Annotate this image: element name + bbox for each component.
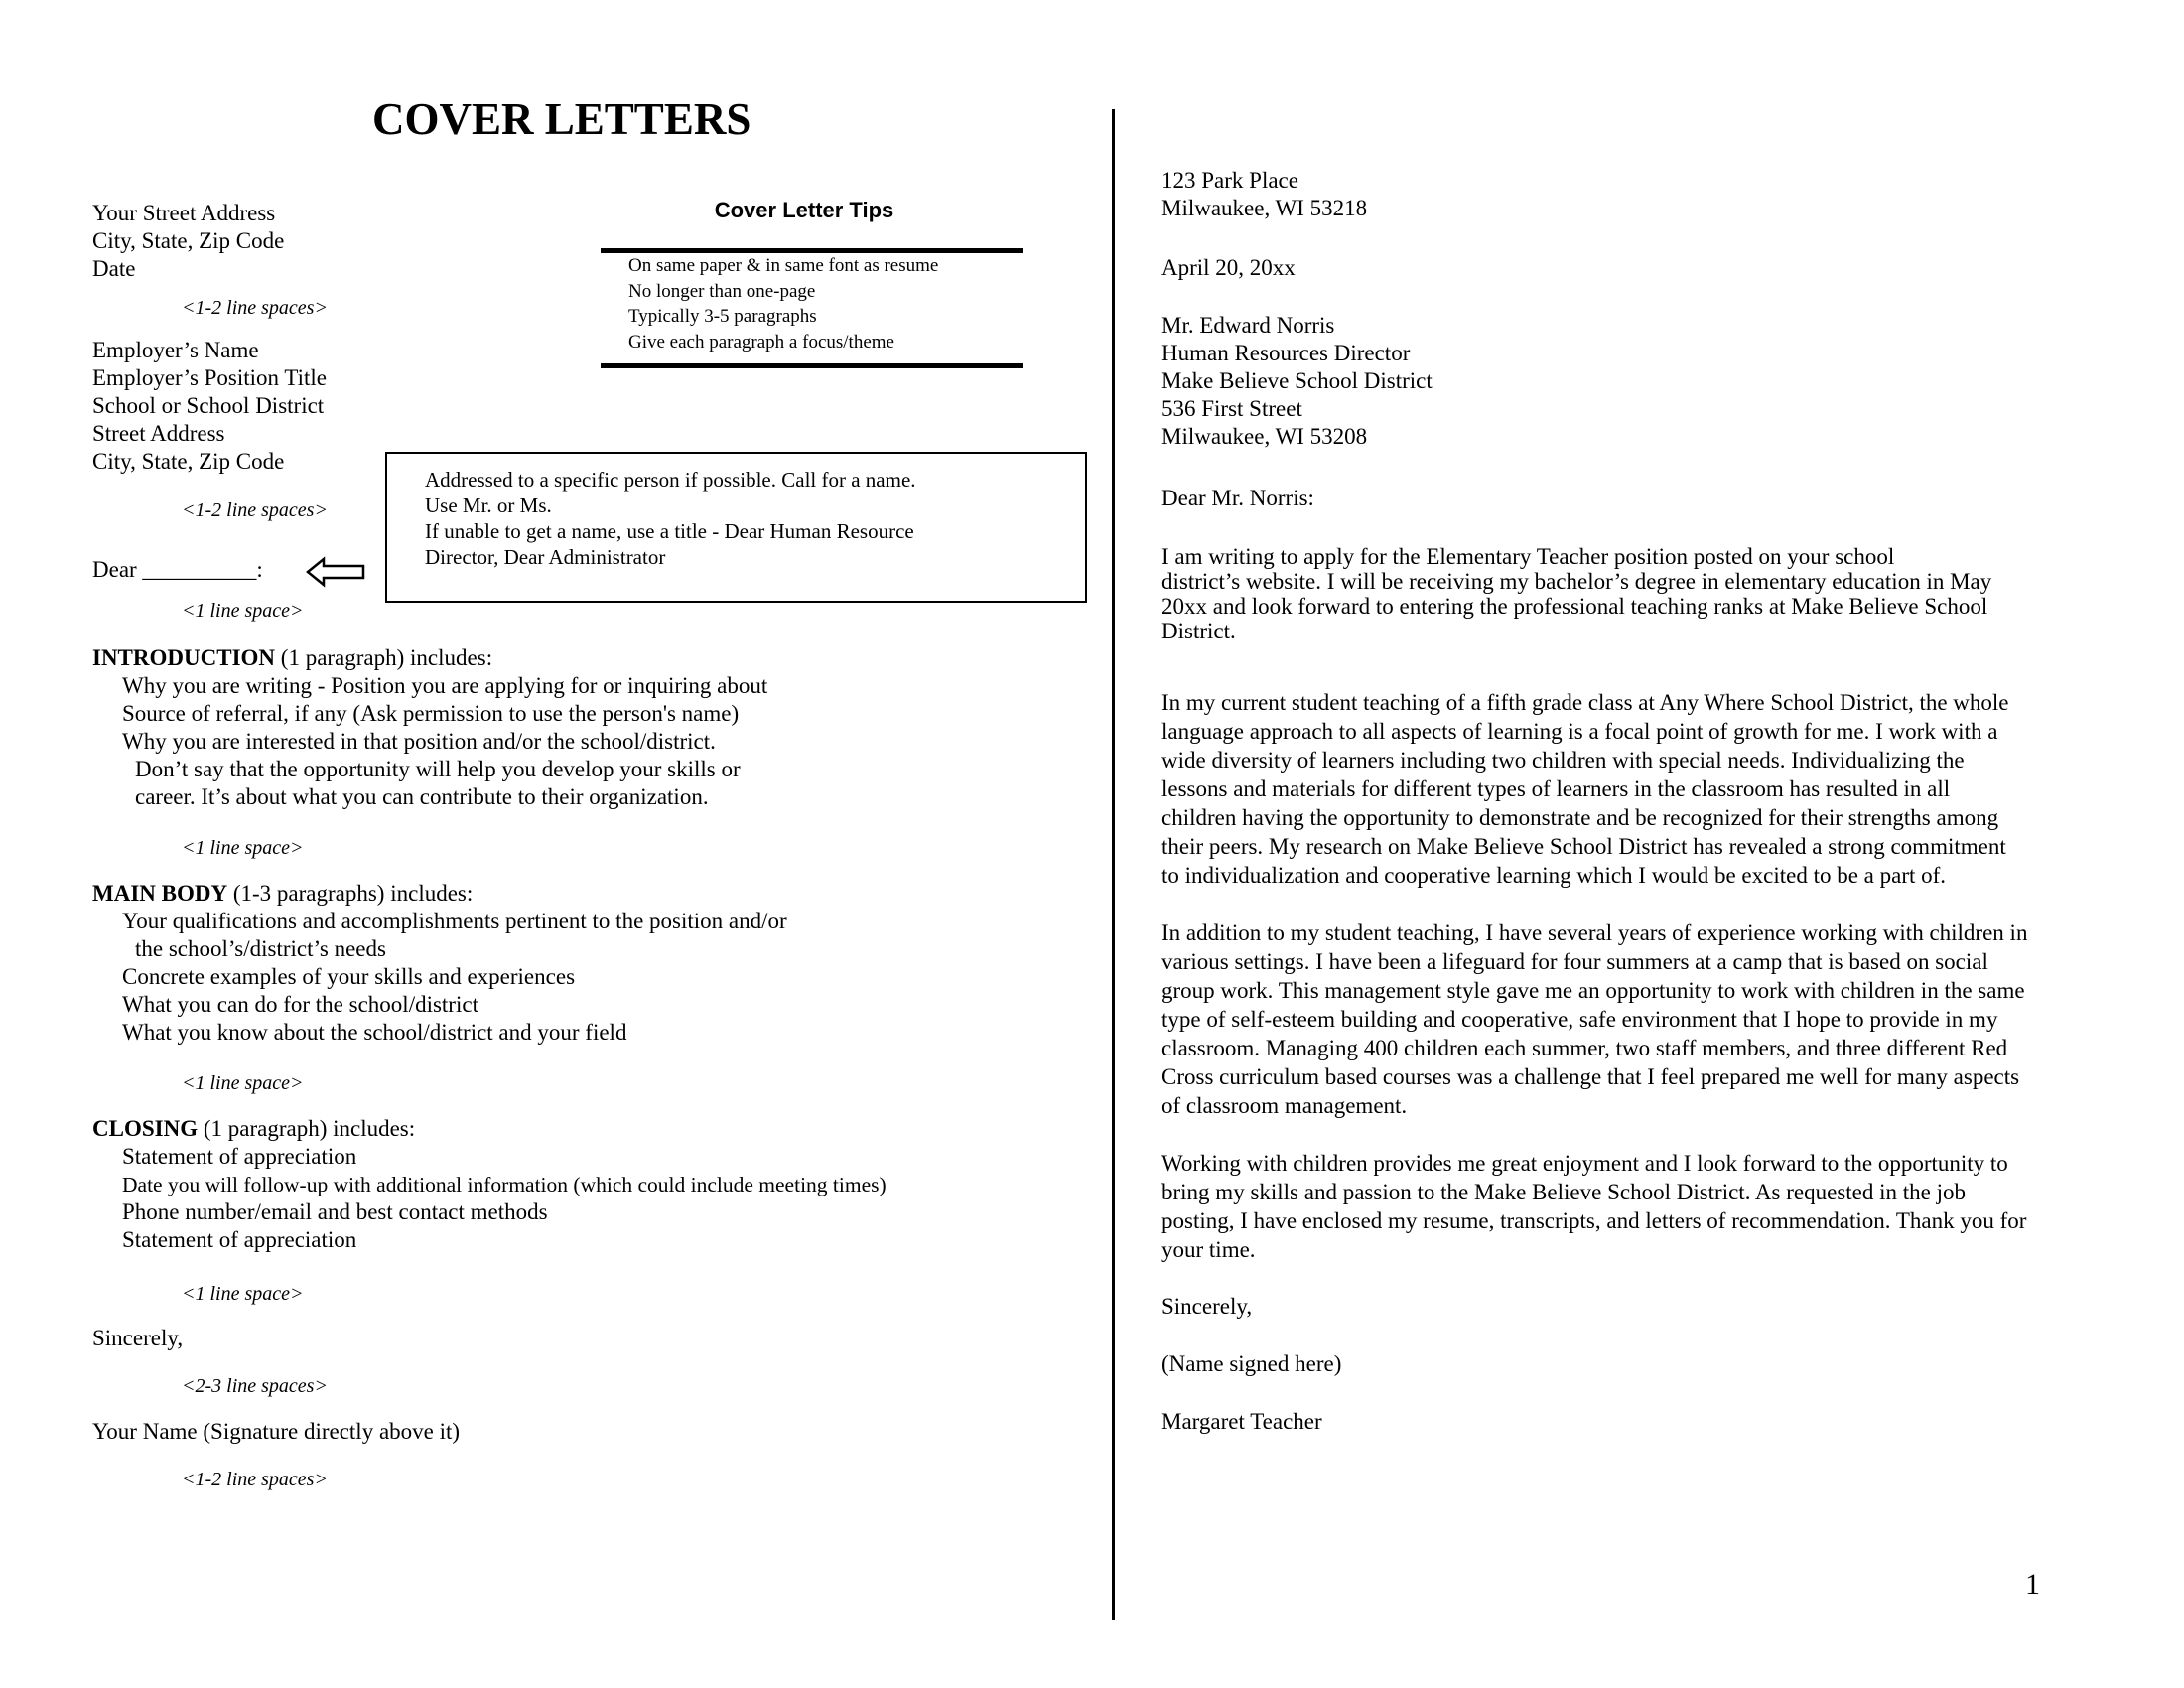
- addressing-tips: [405, 467, 916, 570]
- sample-recipient-address: [1161, 312, 1433, 451]
- tips-rule: [601, 363, 1023, 368]
- signoff: Sincerely,: [92, 1326, 184, 1350]
- paragraph-line: district’s website. I will be receiving my bachelor’s degree in elementary education in May: [1161, 569, 1992, 594]
- address-line: Make Believe School District: [1161, 368, 1433, 393]
- sample-closing: Sincerely,: [1161, 1294, 1253, 1319]
- sample-paragraph: [1161, 918, 2115, 1120]
- introduction-heading: INTRODUCTION (1 paragraph) includes:: [92, 645, 493, 670]
- list-item: Statement of appreciation: [122, 1227, 357, 1252]
- sender-line: Your Street Address: [92, 201, 276, 225]
- sample-date: April 20, 20xx: [1161, 255, 1296, 280]
- employer-line: Street Address: [92, 421, 225, 446]
- list-item-cont: career. It’s about what you can contribute to their organization.: [135, 784, 709, 809]
- paragraph-line: bring my skills and passion to the Make Believe School District. As requested in the job: [1161, 1180, 1966, 1204]
- list-item-cont: Don’t say that the opportunity will help you develop your skills or: [135, 757, 741, 781]
- paragraph-line: lessons and materials for different types of learners in the classroom has resulted in all: [1161, 776, 1951, 801]
- paragraph-line: District.: [1161, 619, 1236, 643]
- list-item: Statement of appreciation: [122, 1144, 357, 1169]
- spacing-note: <1 line space>: [182, 600, 304, 622]
- introduction-list: [102, 672, 767, 811]
- left-arrow-icon: [306, 556, 367, 588]
- paragraph-line: type of self-esteem building and cooperative, safe environment that I hope to provide in my: [1161, 1007, 1998, 1032]
- paragraph-line: wide diversity of learners including two children with special needs. Individualizing the: [1161, 748, 1965, 773]
- paragraph-line: I am writing to apply for the Elementary Teacher position posted on your school: [1161, 544, 1895, 569]
- list-item-cont: the school’s/district’s needs: [135, 936, 386, 961]
- list-item: Typically 3-5 paragraphs: [628, 306, 817, 327]
- spacing-note: <1 line space>: [182, 1072, 304, 1094]
- paragraph-line: children having the opportunity to demonstrate and be recognized for their strengths among: [1161, 805, 1999, 830]
- sample-name: Margaret Teacher: [1161, 1409, 1322, 1434]
- list-item: Give each paragraph a focus/theme: [628, 331, 894, 352]
- paragraph-line: your time.: [1161, 1237, 1256, 1262]
- paragraph-line: group work. This management style gave me an opportunity to work with children in the same: [1161, 978, 2025, 1003]
- employer-line: City, State, Zip Code: [92, 449, 285, 474]
- address-line: 536 First Street: [1161, 396, 1302, 421]
- sample-signature: (Name signed here): [1161, 1351, 1342, 1376]
- page-number: 1: [2025, 1568, 2040, 1601]
- spacing-note: <1-2 line spaces>: [182, 1469, 328, 1490]
- list-item: What you can do for the school/district: [122, 992, 478, 1017]
- list-item: Source of referral, if any (Ask permission to use the person's name): [122, 701, 740, 726]
- closing-heading: CLOSING (1 paragraph) includes:: [92, 1116, 416, 1141]
- paragraph-line: classroom. Managing 400 children each summer, two staff members, and three different Red: [1161, 1036, 2008, 1060]
- paragraph-line: to individualization and cooperative learning which I would be excited to be a part of.: [1161, 863, 1947, 888]
- list-item: Date you will follow-up with additional information (which could include meeting times): [122, 1173, 887, 1196]
- sample-sender-address: [1161, 167, 1367, 222]
- employer-block: [92, 337, 327, 476]
- sender-line: Date: [92, 256, 136, 281]
- list-item: Phone number/email and best contact methods: [122, 1199, 548, 1224]
- list-item-cont: Use Mr. or Ms.: [425, 493, 552, 517]
- paragraph-line: various settings. I have been a lifeguard for four summers at a camp that is based on social: [1161, 949, 1988, 974]
- paragraph-line: In my current student teaching of a fifth grade class at Any Where School District, the whole: [1161, 690, 2009, 715]
- sample-paragraph: [1161, 688, 2115, 890]
- employer-line: Employer’s Name: [92, 338, 259, 362]
- list-item: What you know about the school/district and your field: [122, 1020, 627, 1045]
- employer-line: Employer’s Position Title: [92, 365, 328, 390]
- tips-title: Cover Letter Tips: [714, 198, 894, 222]
- paragraph-line: their peers. My research on Make Believe School District has revealed a strong commitment: [1161, 834, 2006, 859]
- spacing-note: <1-2 line spaces>: [182, 499, 328, 521]
- paragraph-line: Working with children provides me great enjoyment and I look forward to the opportunity to: [1161, 1151, 2008, 1176]
- sender-line: City, State, Zip Code: [92, 228, 285, 253]
- sample-paragraph: [1161, 1149, 2115, 1264]
- list-item: Concrete examples of your skills and experiences: [122, 964, 576, 989]
- address-line: Milwaukee, WI 53218: [1161, 196, 1368, 220]
- paragraph-line: In addition to my student teaching, I have several years of experience working with children in: [1161, 920, 2028, 945]
- closing-list: [102, 1143, 887, 1254]
- main-body-list: [102, 908, 787, 1047]
- paragraph-line: language approach to all aspects of learning is a focal point of growth for me. I work with a: [1161, 719, 1998, 744]
- sample-paragraph: [1161, 544, 2115, 643]
- spacing-note: <1 line space>: [182, 1283, 304, 1305]
- your-name: Your Name (Signature directly above it): [92, 1419, 461, 1444]
- list-item-cont: Director, Dear Administrator: [425, 545, 666, 569]
- list-item: No longer than one-page: [628, 280, 816, 302]
- spacing-note: <1-2 line spaces>: [182, 297, 328, 319]
- page-title: COVER LETTERS: [372, 94, 751, 144]
- address-line: Human Resources Director: [1161, 341, 1411, 365]
- column-divider: [1112, 109, 1115, 1620]
- paragraph-line: of classroom management.: [1161, 1093, 1408, 1118]
- paragraph-line: 20xx and look forward to entering the professional teaching ranks at Make Believe School: [1161, 594, 1988, 619]
- list-item: Addressed to a specific person if possible. Call for a name.: [425, 468, 916, 492]
- paragraph-line: posting, I have enclosed my resume, transcripts, and letters of recommendation. Thank you for: [1161, 1208, 2027, 1233]
- list-item: Why you are writing - Position you are applying for or inquiring about: [122, 673, 768, 698]
- list-item: Your qualifications and accomplishments pertinent to the position and/or: [122, 909, 787, 933]
- list-item: Why you are interested in that position and/or the school/district.: [122, 729, 716, 754]
- address-line: Mr. Edward Norris: [1161, 313, 1335, 338]
- tips-list: [611, 253, 938, 354]
- salutation-placeholder: Dear __________:: [92, 557, 263, 582]
- sample-salutation: Dear Mr. Norris:: [1161, 486, 1314, 510]
- main-body-heading: MAIN BODY (1-3 paragraphs) includes:: [92, 881, 474, 906]
- spacing-note: <2-3 line spaces>: [182, 1375, 328, 1397]
- employer-line: School or School District: [92, 393, 325, 418]
- sender-block: [92, 200, 284, 283]
- spacing-note: <1 line space>: [182, 837, 304, 859]
- address-line: Milwaukee, WI 53208: [1161, 424, 1368, 449]
- list-item: On same paper & in same font as resume: [628, 255, 939, 276]
- paragraph-line: Cross curriculum based courses was a challenge that I feel prepared me well for many aspects: [1161, 1064, 2020, 1089]
- list-item: If unable to get a name, use a title - Dear Human Resource: [425, 519, 914, 543]
- address-line: 123 Park Place: [1161, 168, 1298, 193]
